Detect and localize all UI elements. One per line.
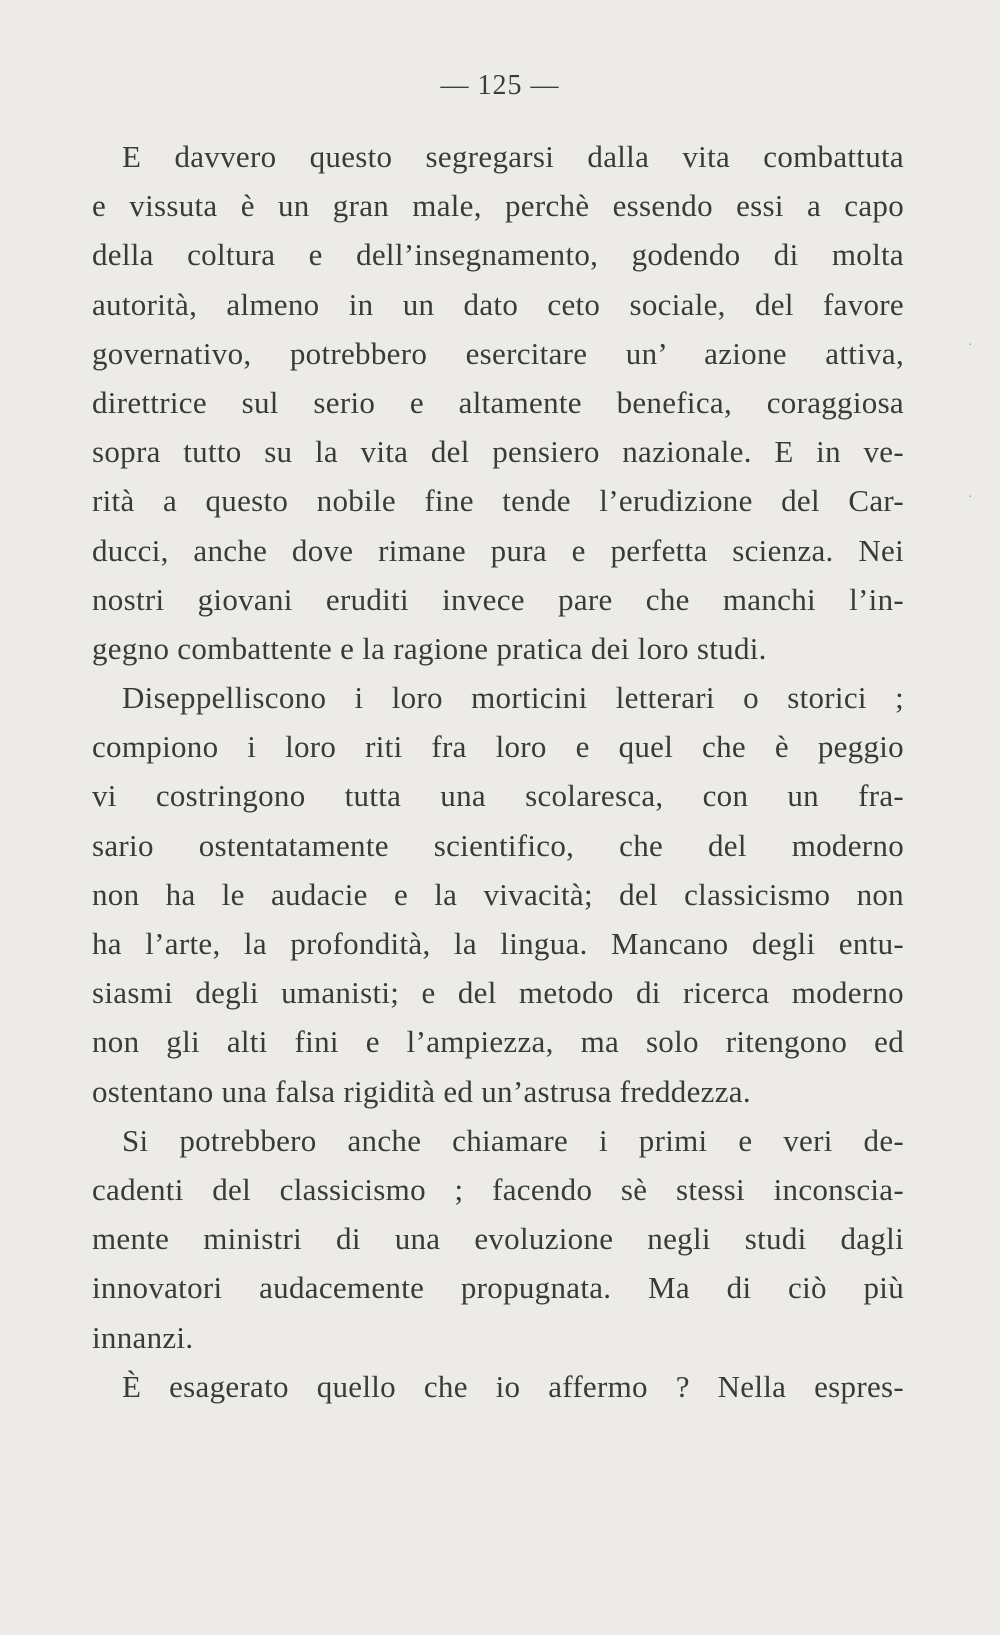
text-line: sario ostentatamente scientifico, che del moderno	[92, 827, 904, 863]
text-line: ducci, anche dove rimane pura e perfetta scienza. Nei	[92, 532, 904, 568]
text-line: Diseppelliscono i loro morticini letterari o storici ;	[122, 680, 904, 716]
text-line: della coltura e dell’insegnamento, godendo di molta	[92, 237, 904, 273]
text-line: innanzi.	[92, 1319, 194, 1355]
text-line: autorità, almeno in un dato ceto sociale, del favore	[92, 286, 904, 322]
text-line: direttrice sul serio e altamente benefica, coraggiosa	[92, 384, 904, 420]
text-line: governativo, potrebbero esercitare un’ azione attiva,	[92, 335, 904, 371]
text-line: sopra tutto su la vita del pensiero nazionale. E in ve-	[92, 434, 904, 470]
text-line: rità a questo nobile fine tende l’erudizione del Car-	[92, 483, 904, 519]
text-line: ostentano una falsa rigidità ed un’astrusa freddezza.	[92, 1073, 751, 1109]
paper-speck: ·	[968, 338, 973, 353]
body-text	[92, 132, 904, 1411]
text-line: Si potrebbero anche chiamare i primi e veri de-	[122, 1122, 904, 1158]
text-line: E davvero questo segregarsi dalla vita combattuta	[122, 139, 904, 174]
text-line: mente ministri di una evoluzione negli studi dagli	[92, 1221, 904, 1257]
text-line: È esagerato quello che io affermo ? Nella espres-	[122, 1368, 904, 1404]
text-line: ha l’arte, la profondità, la lingua. Mancano degli entu-	[92, 926, 904, 961]
text-line: compiono i loro riti fra loro e quel che è peggio	[92, 729, 904, 765]
text-line: non gli alti fini e l’ampiezza, ma solo ritengono ed	[92, 1024, 904, 1060]
text-line: siasmi degli umanisti; e del metodo di ricerca moderno	[92, 975, 904, 1011]
paper-speck: ·	[968, 490, 973, 505]
page-number: — 125 —	[440, 70, 560, 101]
text-line: vi costringono tutta una scolaresca, con un fra-	[92, 778, 904, 814]
text-line: non ha le audacie e la vivacità; del classicismo non	[92, 876, 904, 912]
text-line: innovatori audacemente propugnata. Ma di ciò più	[92, 1270, 904, 1306]
text-line: gegno combattente e la ragione pratica dei loro studi.	[92, 630, 767, 666]
text-line: e vissuta è un gran male, perchè essendo essi a capo	[92, 188, 904, 224]
text-line: cadenti del classicismo ; facendo sè stessi inconscia-	[92, 1171, 904, 1207]
text-line: nostri giovani eruditi invece pare che manchi l’in-	[92, 581, 904, 617]
